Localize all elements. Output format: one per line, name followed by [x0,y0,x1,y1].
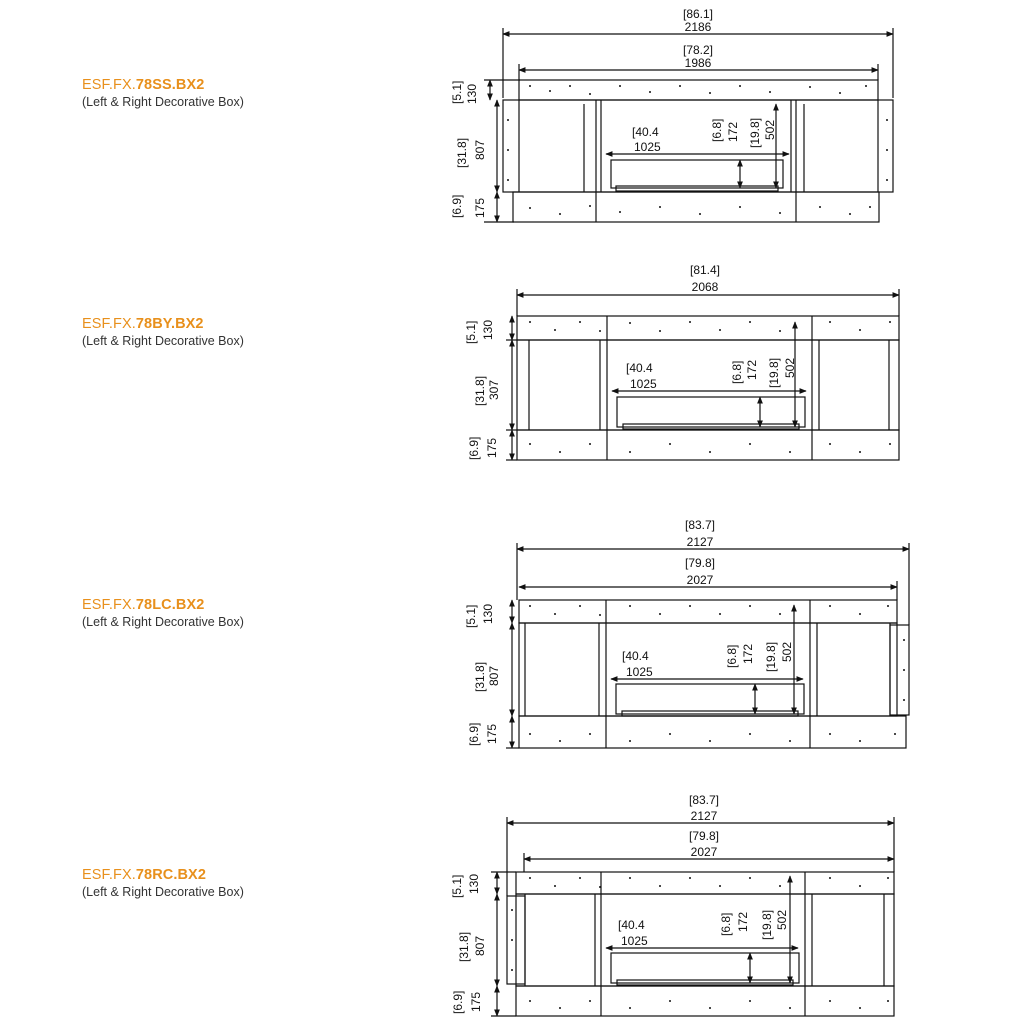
dim-overall-mm: 2127 [690,809,718,823]
model-code: ESF.FX.78BY.BX2 [82,316,204,332]
dim-overall-in: [83.7] [684,518,716,532]
dim-mid-in: [31.8] [473,375,487,406]
dim-top-in: [5.1] [450,80,464,104]
model-code: ESF.FX.78RC.BX2 [82,867,206,883]
dim-open-h-in: [19.8] [767,357,781,388]
model-code: ESF.FX.78SS.BX2 [82,77,205,93]
dim-bot-in: [6.9] [467,436,481,460]
dim-burner-w-in: [40.4 [626,361,653,375]
model-subtitle: (Left & Right Decorative Box) [82,885,244,899]
dim-top-in: [5.1] [450,874,464,898]
dim-burner-w-mm: 1025 [621,934,648,948]
dim-overall-mm: 2068 [691,280,719,294]
dim-burner-w-mm: 1025 [626,665,653,679]
dim-open-h-in: [19.8] [748,117,762,148]
dim-burner-h-mm: 172 [736,911,750,932]
dim-burner-h-mm: 172 [726,121,740,142]
dim-mid-mm: 307 [487,379,501,400]
dim-burner-w-mm: 1025 [634,140,661,154]
dots-78by [529,321,891,453]
dim-overall-mm: 2127 [686,535,714,549]
dim-burner-w-in: [40.4 [632,125,659,139]
dim-bot-mm: 175 [469,991,483,1012]
dim-inner-mm: 2027 [686,573,714,587]
dim-open-h-mm: 502 [763,119,777,140]
dim-burner-h-mm: 172 [745,359,759,380]
dots-78ss [507,85,888,215]
labels-78rc [450,793,789,1014]
dim-mid-in: [31.8] [473,661,487,692]
dim-overall-in: [83.7] [688,793,720,807]
dim-burner-h-in: [6.8] [710,118,724,142]
dim-burner-h-in: [6.8] [725,644,739,668]
dim-inner-in: [78.2] [682,43,714,57]
dim-open-h-mm: 502 [775,909,789,930]
dim-mid-mm: 807 [473,139,487,160]
model-code: ESF.FX.78LC.BX2 [82,597,205,613]
dim-top-mm: 130 [467,873,481,894]
dim-mid-mm: 807 [473,935,487,956]
dim-open-h-mm: 502 [783,357,797,378]
dim-overall-in: [86.1] [682,7,714,21]
dim-bot-mm: 175 [485,723,499,744]
model-subtitle: (Left & Right Decorative Box) [82,615,244,629]
dim-inner-in: [79.8] [684,556,716,570]
model-subtitle: (Left & Right Decorative Box) [82,334,244,348]
labels-78lc [464,518,794,746]
dim-top-mm: 130 [481,319,495,340]
dim-top-in: [5.1] [464,320,478,344]
dim-top-mm: 130 [481,603,495,624]
dim-burner-w-in: [40.4 [622,649,649,663]
dim-burner-h-in: [6.8] [730,360,744,384]
dim-bot-in: [6.9] [451,990,465,1014]
dots-78rc [511,877,889,1009]
dim-bot-mm: 175 [485,437,499,458]
dim-bot-mm: 175 [473,197,487,218]
dim-mid-in: [31.8] [455,137,469,168]
dim-burner-h-in: [6.8] [719,912,733,936]
dim-overall-in: [81.4] [689,263,721,277]
dim-inner-in: [79.8] [688,829,720,843]
dots-78lc [529,605,905,742]
dim-burner-h-mm: 172 [741,643,755,664]
dim-inner-mm: 2027 [690,845,718,859]
dim-inner-mm: 1986 [684,56,712,70]
dim-top-mm: 130 [465,83,479,104]
dim-overall-mm: 2186 [684,20,712,34]
dim-mid-mm: 807 [487,665,501,686]
dim-open-h-in: [19.8] [760,909,774,940]
dim-mid-in: [31.8] [457,931,471,962]
model-subtitle: (Left & Right Decorative Box) [82,95,244,109]
dim-top-in: [5.1] [464,604,478,628]
dim-bot-in: [6.9] [467,722,481,746]
dim-open-h-in: [19.8] [764,641,778,672]
dim-burner-w-in: [40.4 [618,918,645,932]
dim-open-h-mm: 502 [780,641,794,662]
dim-bot-in: [6.9] [450,194,464,218]
dim-burner-w-mm: 1025 [630,377,657,391]
drawing-78by [506,289,899,460]
